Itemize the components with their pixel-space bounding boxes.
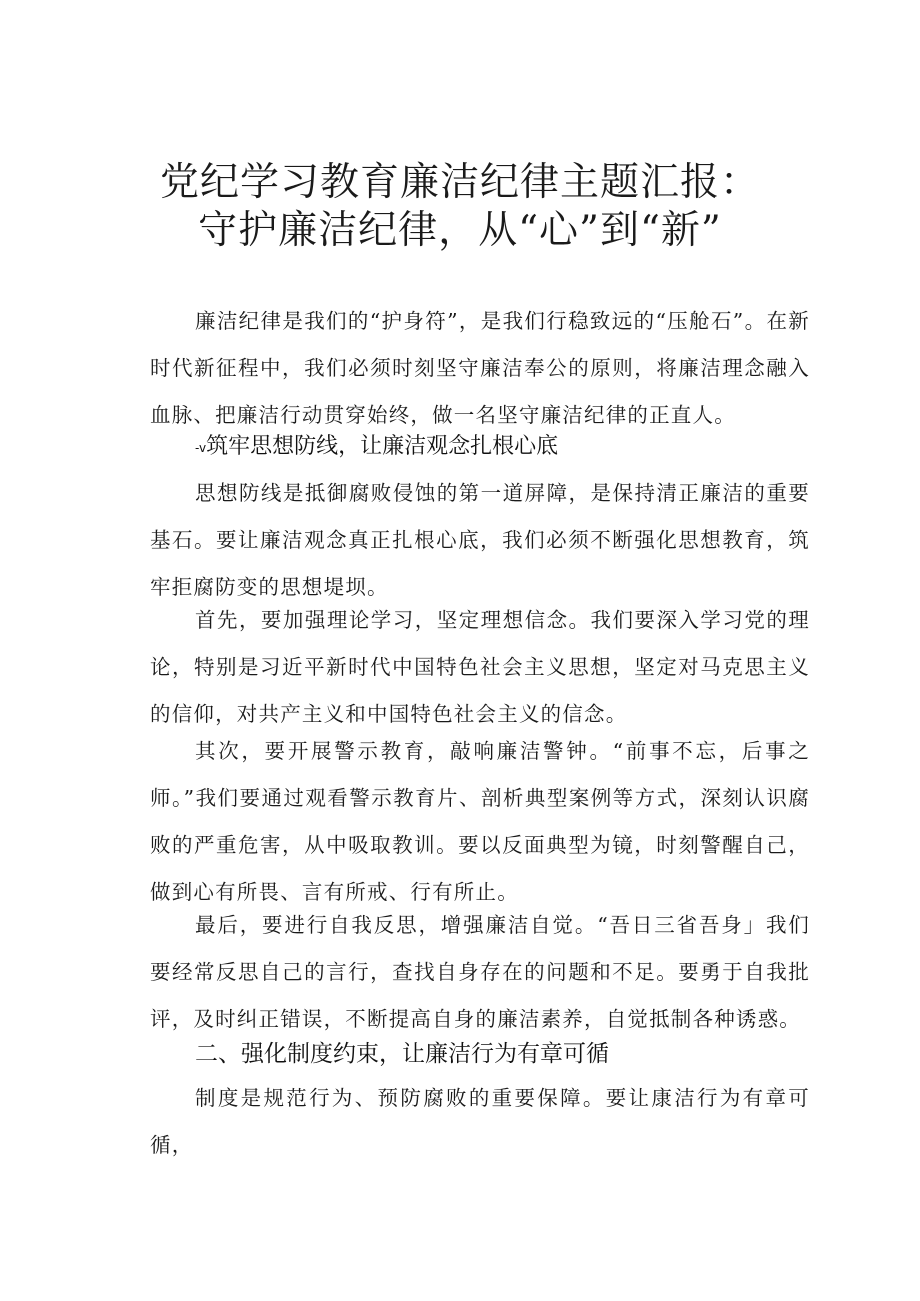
section-1-paragraph-2: 首先，要加强理论学习，坚定理想信念。我们要深入学习党的理论，特别是习近平新时代中国特色社会主义思想，坚定对马克思主义的信仰，对共产主义和中国特色社会主义的信念。 xyxy=(150,608,810,726)
intro-paragraph: 廉洁纪律是我们的“护身符”，是我们行稳致远的“压舱石”。在新时代新征程中，我们必须时刻坚守廉洁奉公的原则，将廉洁理念融入血脉、把廉洁行动贯穿始终，做一名坚守廉洁纪律的正直人。 xyxy=(150,309,810,427)
section-2-heading: 二、强化制度约束，让廉洁行为有章可循 xyxy=(195,1041,609,1067)
section-1-paragraph-3: 其次，要开展警示教育，敲响廉洁警钟。“前事不忘，后事之师。”我们要通过观看警示教育片、剖析典型案例等方式，深刻认识腐败的严重危害，从中吸取教训。要以反面典型为镜，时刻警醒自己，做到心有所畏、言有所戒、行有所止。 xyxy=(150,739,810,904)
section-1-marker: -v xyxy=(195,441,207,455)
section-1-paragraph-1: 思想防线是抵御腐败侵蚀的第一道屏障，是保持清正廉洁的重要基石。要让廉洁观念真正扎根心底，我们必须不断强化思想教育，筑牢拒腐防变的思想堤坝。 xyxy=(150,481,810,599)
document-title-line-2: 守护廉洁纪律，从“心”到“新” xyxy=(198,208,722,253)
section-1-heading xyxy=(195,430,558,465)
section-1-heading-text: 筑牢思想防线，让廉洁观念扎根心底 xyxy=(206,434,559,459)
section-2-paragraph-1: 制度是规范行为、预防腐败的重要保障。要让康洁行为有章可循， xyxy=(150,1086,810,1157)
document-title-line-1: 党纪学习教育廉洁纪律主题汇报： xyxy=(159,160,760,205)
section-1-paragraph-4: 最后，要进行自我反思，增强廉洁自觉。“吾日三省吾身」我们要经常反思自己的言行，查找自身存在的问题和不足。要勇于自我批评，及时纠正错误，不断提高自身的廉洁素养，自觉抵制各种诱惑。 xyxy=(150,913,810,1031)
